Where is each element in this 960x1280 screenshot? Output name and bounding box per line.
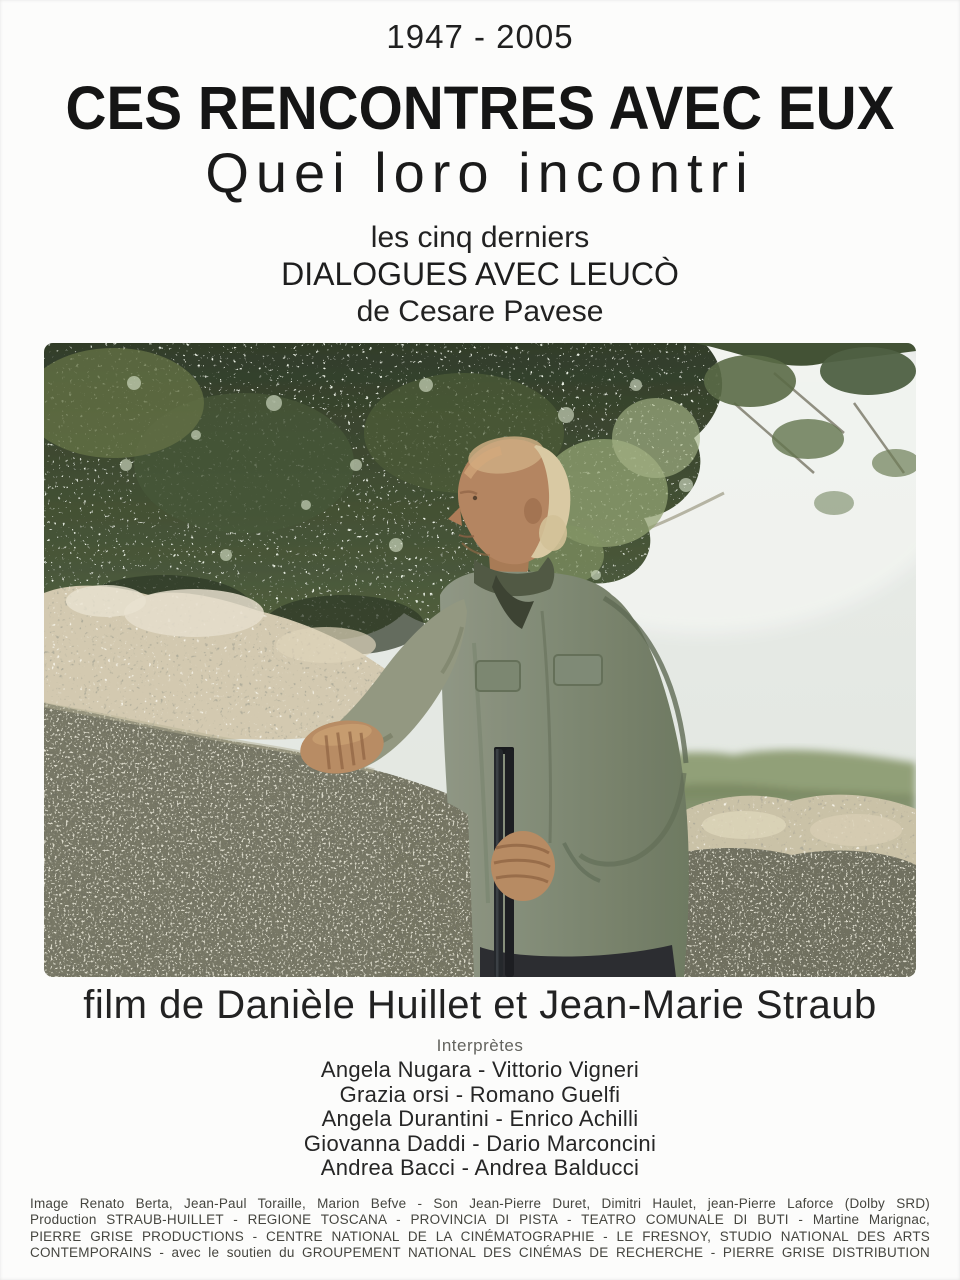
cast-heading: Interprètes: [436, 1036, 524, 1055]
cast-pair: Grazia orsi - Romano Guelfi: [339, 1081, 621, 1107]
film-still-scene: [44, 343, 916, 977]
credit-line: PIERRE GRISE PRODUCTIONS - CENTRE NATIONAL DE LA CINÉMATOGRAPHIE - LE FRESNOY, STUDIO NATIONAL DES ARTS: [30, 1228, 930, 1244]
credit-line: Image Renato Berta, Jean-Paul Toraille, Marion Befve - Son Jean-Pierre Duret, Dimitri Haulet, jean-Pierre Laforce (Dolby SRD): [30, 1196, 930, 1211]
cast-pair: Angela Nugara - Vittorio Vigneri: [320, 1057, 640, 1082]
poster-title-italian: Quei loro incontri: [205, 141, 755, 204]
credits-block: [30, 1196, 930, 1262]
poster-title-french: CES RENCONTRES AVEC EUX: [65, 74, 895, 142]
credit-line: CONTEMPORAINS - avec le soutien du GROUPEMENT NATIONAL DES CINÉMAS DE RECHERCHE - PIERRE GRISE DISTRIBUTION: [30, 1245, 930, 1261]
cast-pair: Andrea Bacci - Andrea Balducci: [320, 1155, 640, 1181]
poster-subtitle-line2: DIALOGUES AVEC LEUCÒ: [281, 256, 679, 292]
cast-pair: Angela Durantini - Enrico Achilli: [321, 1106, 639, 1132]
cast-list: [0, 1058, 960, 1181]
film-still-photo: [44, 343, 916, 977]
poster-years: 1947 - 2005: [386, 18, 574, 55]
poster-subtitle-line3: de Cesare Pavese: [356, 295, 604, 328]
cast-pair: Giovanna Daddi - Dario Marconcini: [303, 1130, 657, 1156]
poster-byline: film de Danièle Huillet et Jean-Marie Straub: [83, 983, 877, 1027]
credit-line: Production STRAUB-HUILLET - REGIONE TOSCANA - PROVINCIA DI PISTA - TEATRO COMUNALE DI BUTI - Martine Marignac,: [30, 1212, 930, 1228]
poster-subtitle-line1: les cinq derniers: [370, 221, 590, 254]
